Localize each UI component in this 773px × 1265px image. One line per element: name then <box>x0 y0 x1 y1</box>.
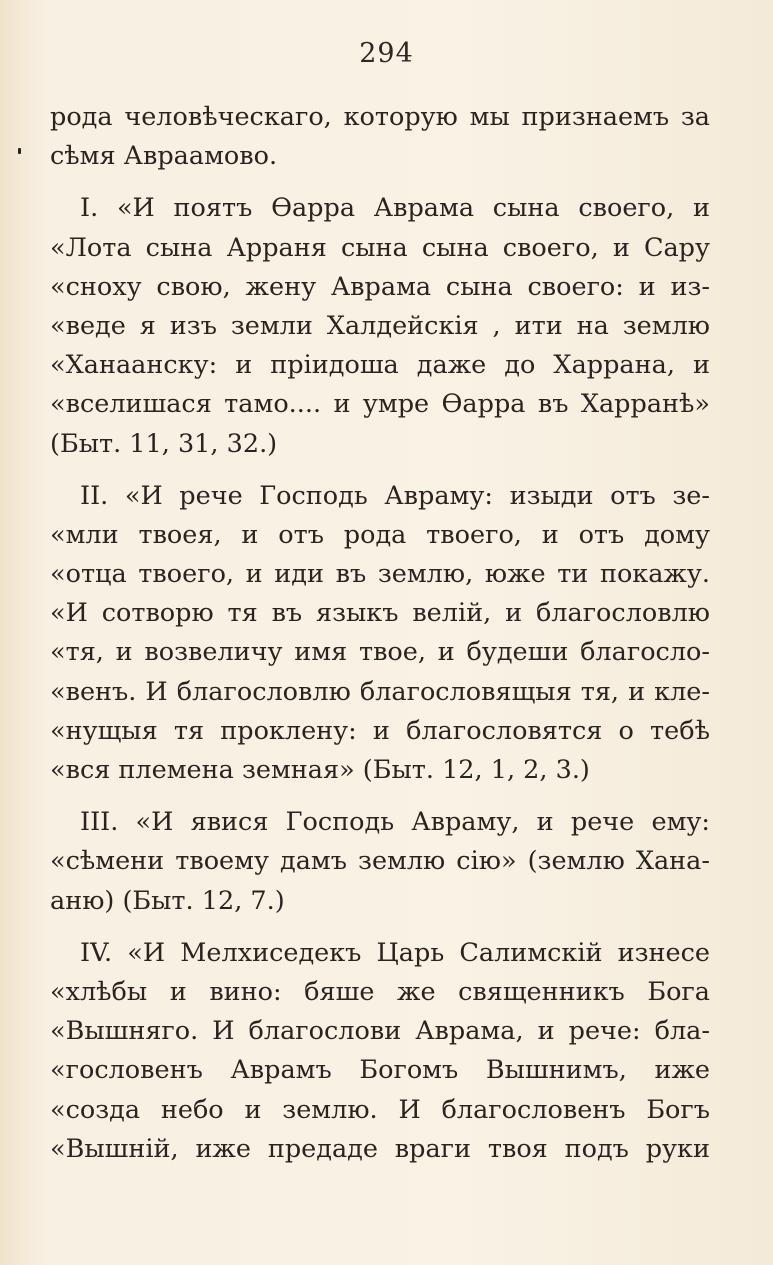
text-line: «Лота сына Арраня сына сына своего, и Сару <box>50 232 710 263</box>
paragraph-section-3 <box>50 803 710 921</box>
text-line: «вся племена земная» (Быт. 12, 1, 2, 3.) <box>50 755 590 785</box>
text-line: «И сотворю тя въ языкъ велій, и благословлю <box>50 598 710 629</box>
paragraph-section-2 <box>50 477 710 791</box>
margin-ink-mark <box>18 148 21 154</box>
text-line: рода человѣческаго, которую мы признаемъ за <box>50 102 710 132</box>
text-line: «нущыя тя проклену: и благословятся о тебѣ <box>50 715 710 746</box>
page-number: 294 <box>359 38 414 69</box>
text-line: «созда небо и землю. И благословенъ Богъ <box>50 1094 710 1125</box>
text-line: «хлѣбы и вино: бяше же священникъ Бога <box>50 976 710 1007</box>
text-line: I. «И поятъ Өарра Аврама сына своего, и <box>80 193 710 224</box>
text-line: «отца твоего, и иди въ землю, юже ти покажу. <box>50 559 710 590</box>
text-line: «веде я изъ земли Халдейскія , ити на землю <box>50 310 710 341</box>
text-line: «тя, и возвеличу имя твое, и будеши благосло- <box>50 637 710 668</box>
text-line: «сѣмени твоему дамъ землю сію» (землю Ханa- <box>50 846 710 877</box>
text-line: «Вышній, иже предаде враги твоя подъ руки <box>50 1133 710 1164</box>
text-line: «венъ. И благословлю благословящыя тя, и кле- <box>50 676 710 707</box>
text-line: «гословенъ Аврамъ Богомъ Вышнимъ, иже <box>50 1055 710 1086</box>
text-line: «сноху свою, жену Аврама сына своего: и из- <box>50 271 710 302</box>
paragraph-intro <box>50 98 710 176</box>
paragraph-section-1 <box>50 189 710 463</box>
text-line: «мли твоея, и отъ рода твоего, и отъ дому <box>50 519 710 550</box>
text-line: II. «И рече Господь Авраму: изыди отъ зе- <box>80 480 710 511</box>
text-line: III. «И явися Господь Авраму, и рече ему: <box>80 807 710 838</box>
text-line: «Ханаанску: и пріидоша даже до Харрана, и <box>50 350 710 381</box>
text-line: сѣмя Авраамово. <box>50 141 278 172</box>
page-body <box>50 98 710 1182</box>
text-line: «Вышняго. И благослови Аврама, и рече: бла- <box>50 1016 710 1047</box>
text-line: (Быт. 11, 31, 32.) <box>50 428 278 459</box>
text-line: «вселишася тамо.... и умре Өарра въ Харранѣ» <box>50 389 710 420</box>
paragraph-section-4 <box>50 934 710 1169</box>
text-line: IV. «И Мелхиседекъ Царь Салимскій изнесе <box>80 937 710 968</box>
text-line: аню) (Быт. 12, 7.) <box>50 885 285 916</box>
